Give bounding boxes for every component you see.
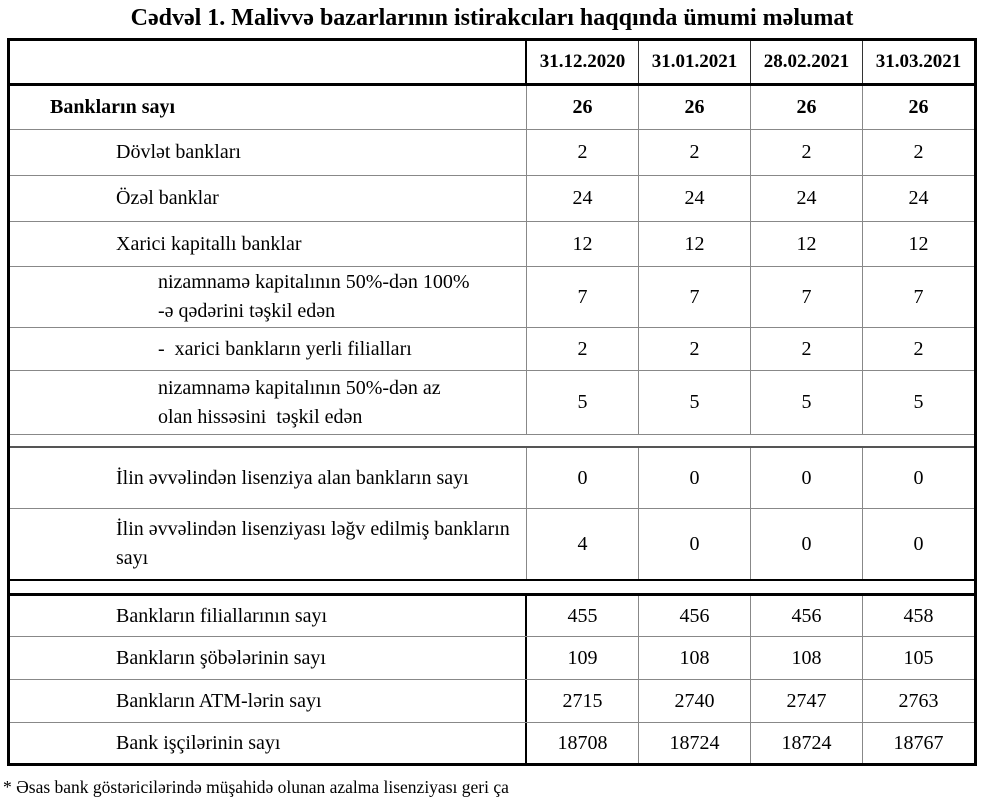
date-column-header: 28.02.2021 — [750, 41, 862, 83]
lower-section — [10, 596, 974, 763]
section-spacer — [10, 435, 974, 448]
cell-value: 2 — [750, 130, 862, 175]
cell-value: 2 — [862, 130, 974, 175]
cell-value: 0 — [750, 448, 862, 508]
cell-value: 12 — [638, 222, 750, 266]
cell-value: 2 — [577, 337, 588, 360]
cell-value: 0 — [750, 509, 862, 579]
cell-value: 24 — [638, 176, 750, 221]
cell-value: 2 — [638, 328, 750, 370]
cell-value: 24 — [572, 187, 593, 209]
cell-value: 18724 — [638, 723, 750, 763]
row-label-text: Xarici kapitallı banklar — [116, 232, 302, 255]
cell-value: 0 — [577, 466, 588, 489]
cell-value: 2747 — [750, 680, 862, 722]
row-label-text: Bankların şöbələrinin sayı — [116, 646, 326, 669]
cell-value: 2763 — [862, 680, 974, 722]
cell-value: 455 — [567, 604, 598, 627]
cell-value: 105 — [862, 637, 974, 679]
cell-value: 12 — [862, 222, 974, 266]
cell-value: 7 — [638, 267, 750, 327]
cell-value: 108 — [750, 637, 862, 679]
cell-value: 5 — [750, 371, 862, 434]
cell-value: 5 — [577, 391, 588, 413]
cell-value: 456 — [638, 596, 750, 636]
row-label-text: Bankların sayı — [50, 96, 176, 118]
date-column-header: 31.03.2021 — [862, 41, 974, 83]
row-label — [10, 509, 527, 579]
table-row — [10, 723, 974, 763]
cell-value: 12 — [750, 222, 862, 266]
cell-value: 7 — [862, 267, 974, 327]
table-row — [10, 509, 974, 579]
table-row — [10, 267, 974, 328]
table-row — [10, 680, 974, 723]
cell-value: 26 — [638, 86, 750, 129]
row-label — [10, 176, 527, 221]
cell-value: 0 — [862, 448, 974, 508]
cell-value: 18724 — [750, 723, 862, 763]
table-row — [10, 328, 974, 371]
row-label-text: İlin əvvəlindən lisenziya alan bankların sayı — [116, 466, 469, 489]
cell-value: 24 — [750, 176, 862, 221]
row-label-text: Bank işçilərinin sayı — [116, 731, 281, 754]
cell-value: 5 — [638, 371, 750, 434]
cell-value: 108 — [638, 637, 750, 679]
row-label-text: Bankların filiallarının sayı — [116, 604, 328, 627]
cell-value: 0 — [862, 509, 974, 579]
row-label — [10, 328, 527, 370]
section-spacer — [10, 579, 974, 596]
cell-value: 18708 — [557, 731, 608, 754]
cell-value: 109 — [567, 646, 598, 669]
cell-value: 0 — [638, 448, 750, 508]
table-row — [10, 448, 974, 509]
row-label — [10, 371, 527, 434]
cell-value: 2 — [862, 328, 974, 370]
cell-value: 2 — [750, 328, 862, 370]
cell-value: 2715 — [562, 689, 603, 712]
cell-value: 458 — [862, 596, 974, 636]
table-row — [10, 371, 974, 435]
footnote: * Əsas bank göstəricilərində müşahidə olunan azalma lisenziyası geri ça — [3, 777, 509, 797]
cell-value: 26 — [862, 86, 974, 129]
row-label — [10, 637, 527, 679]
row-label — [10, 267, 527, 327]
cell-value: 18767 — [862, 723, 974, 763]
row-label — [10, 596, 527, 636]
row-label-text: İlin əvvəlindən lisenziyası ləğv edilmiş bankların sayı — [116, 518, 515, 569]
table-row — [10, 86, 974, 130]
cell-value: 7 — [577, 285, 588, 308]
date-column-header: 31.12.2020 — [539, 51, 626, 72]
table-row — [10, 176, 974, 222]
cell-value: 2740 — [638, 680, 750, 722]
row-label — [10, 448, 527, 508]
cell-value: 2 — [638, 130, 750, 175]
table-row — [10, 222, 974, 267]
table-row — [10, 596, 974, 637]
document-title: Cədvəl 1. Malivvə bazarlarının istirakcıları haqqında ümumi məlumat — [130, 5, 854, 31]
table-row — [10, 130, 974, 176]
row-label-text: Bankların ATM-lərin sayı — [116, 689, 322, 712]
row-label-text: Dövlət bankları — [116, 141, 241, 163]
row-label-text: nizamnamə kapitalının 50%-dən 100% -ə qədərini təşkil edən — [158, 271, 475, 322]
table-row — [10, 637, 974, 680]
cell-value: 24 — [862, 176, 974, 221]
row-label — [10, 680, 527, 722]
row-label — [10, 222, 527, 266]
row-label — [10, 723, 527, 763]
cell-value: 26 — [572, 96, 593, 118]
cell-value: 7 — [750, 267, 862, 327]
row-label — [10, 130, 527, 175]
cell-value: 5 — [862, 371, 974, 434]
table-header-row — [10, 41, 974, 86]
participants-table — [7, 38, 977, 766]
cell-value: 456 — [750, 596, 862, 636]
cell-value: 2 — [577, 141, 588, 163]
cell-value: 26 — [750, 86, 862, 129]
cell-value: 12 — [572, 232, 593, 255]
row-label-text: - xarici bankların yerli filialları — [158, 337, 412, 360]
cell-value: 0 — [638, 509, 750, 579]
cell-value: 4 — [577, 532, 588, 555]
header-empty-cell — [10, 41, 527, 83]
row-label-text: nizamnamə kapitalının 50%-dən az olan hissəsini təşkil edən — [158, 376, 446, 428]
date-column-header: 31.01.2021 — [638, 41, 750, 83]
row-label-text: Özəl banklar — [116, 187, 219, 209]
row-label — [10, 86, 527, 129]
